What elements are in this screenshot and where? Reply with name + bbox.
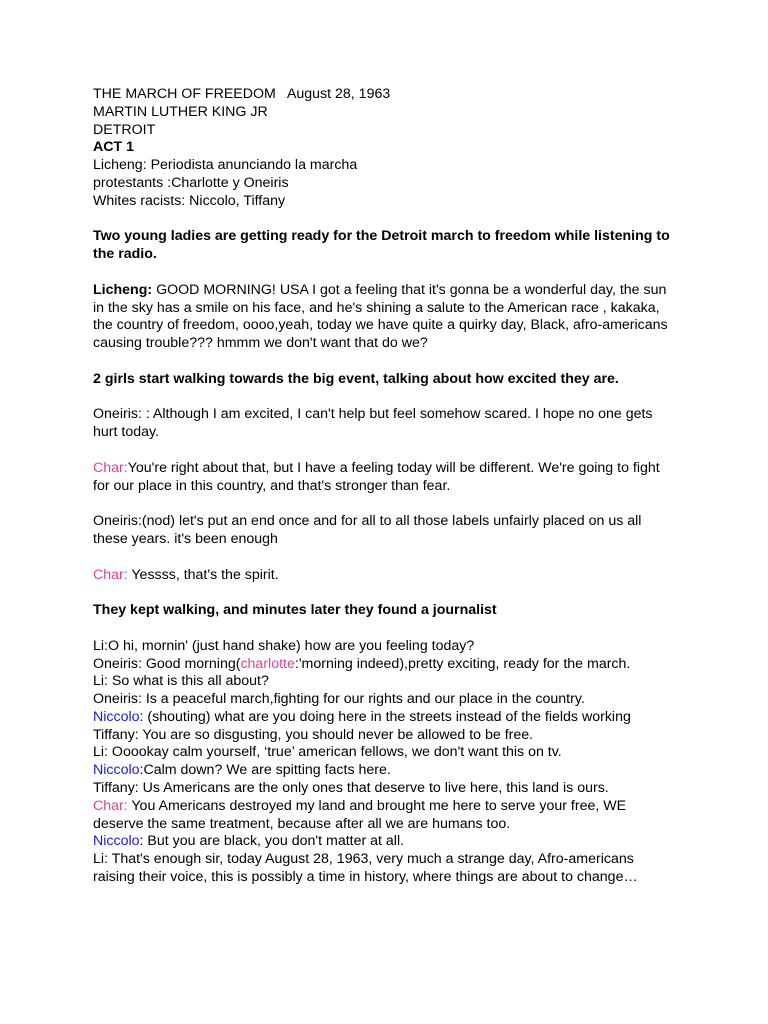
- dialogue-line: Li: So what is this all about?: [93, 673, 269, 690]
- speaker-name: Niccolo: [93, 708, 140, 725]
- dialogue-text: GOOD MORNING! USA I got a feeling that it's gonna be a wonderful day, the sun in the sky has a smile on his face, and he's shining a salute to the American race , kakaka, the country of freedom, oooo,yeah, today we have quite a quirky day, Black, afro-americans causing trouble??? hmmm we don't want that do we?: [93, 281, 668, 352]
- dialogue-text: :'morning indeed),pretty exciting, ready for the march.: [294, 655, 631, 672]
- dialogue-line: Li:O hi, mornin' (just hand shake) how are you feeling today?: [93, 637, 475, 654]
- dialogue-line: [93, 762, 678, 780]
- dialogue-paragraph: Oneiris: : Although I am excited, I can't help but feel somehow scared. I hope no one gets hurt today.: [93, 406, 653, 441]
- cast-line: Whites racists: Niccolo, Tiffany: [93, 192, 286, 209]
- dialogue-paragraph: [93, 567, 678, 585]
- speaker-name: Niccolo: [93, 762, 140, 779]
- cast-line: protestants :Charlotte y Oneiris: [93, 174, 289, 191]
- speaker-name: Char:: [93, 797, 132, 814]
- dialogue-paragraph: [93, 460, 678, 496]
- dialogue-line: Li: Ooookay calm yourself, ‘true’ american fellows, we don't want this on tv.: [93, 744, 562, 761]
- dialogue-line: [93, 656, 678, 674]
- dialogue-text: : (shouting) what are you doing here in the streets instead of the fields working: [139, 708, 631, 725]
- dialogue-text: You Americans destroyed my land and brought me here to serve your free, WE deserve the same treatment, because after all we are humans too.: [93, 797, 627, 832]
- stage-direction: They kept walking, and minutes later they found a journalist: [93, 602, 497, 619]
- dialogue-line: Tiffany: You are so disgusting, you should never be allowed to be free.: [93, 726, 534, 743]
- cast-line: Licheng: Periodista anunciando la marcha: [93, 157, 358, 174]
- dialogue-paragraph: Oneiris:(nod) let's put an end once and for all to all those labels unfairly placed on us all these years. it's been enough: [93, 513, 642, 547]
- author-line: MARTIN LUTHER KING JR: [93, 103, 268, 120]
- dialogue-line: Tiffany: Us Americans are the only ones that deserve to live here, this land is ours.: [93, 780, 609, 797]
- dialogue-text: : But you are black, you don't matter at all.: [139, 833, 405, 850]
- place-line: DETROIT: [93, 121, 156, 138]
- dialogue-paragraph: [93, 282, 678, 353]
- dialogue-text: Oneiris: Good morning(: [93, 655, 241, 672]
- speaker-name: Char:: [93, 459, 128, 476]
- act-heading: ACT 1: [93, 139, 134, 156]
- speaker-name: charlotte: [240, 655, 295, 672]
- stage-direction: 2 girls start walking towards the big event, talking about how excited they are.: [93, 370, 619, 387]
- dialogue-line: [93, 833, 678, 851]
- speaker-name: Char:: [93, 566, 132, 583]
- speaker-name: Niccolo: [93, 833, 140, 850]
- dialogue-text: You're right about that, but I have a feeling today will be different. We're going to fight for our place in this country, and that's stronger than fear.: [93, 459, 660, 494]
- dialogue-paragraph: [93, 798, 678, 834]
- dialogue-paragraph: Li: That's enough sir, today August 28, 1963, very much a strange day, Afro-americans raising their voice, this is possibly a time in history, where things are about to change…: [93, 851, 638, 886]
- dialogue-text: :Calm down? We are spitting facts here.: [139, 762, 391, 779]
- dialogue-text: Yessss, that's the spirit.: [131, 566, 279, 583]
- dialogue-line: Oneiris: Is a peaceful march,fighting for our rights and our place in the country.: [93, 691, 585, 708]
- document-title: THE MARCH OF FREEDOM August 28, 1963: [93, 86, 391, 102]
- speaker-name: Licheng:: [93, 281, 153, 298]
- dialogue-line: [93, 709, 678, 727]
- stage-direction: Two young ladies are getting ready for the Detroit march to freedom while listening to the radio.: [93, 228, 670, 263]
